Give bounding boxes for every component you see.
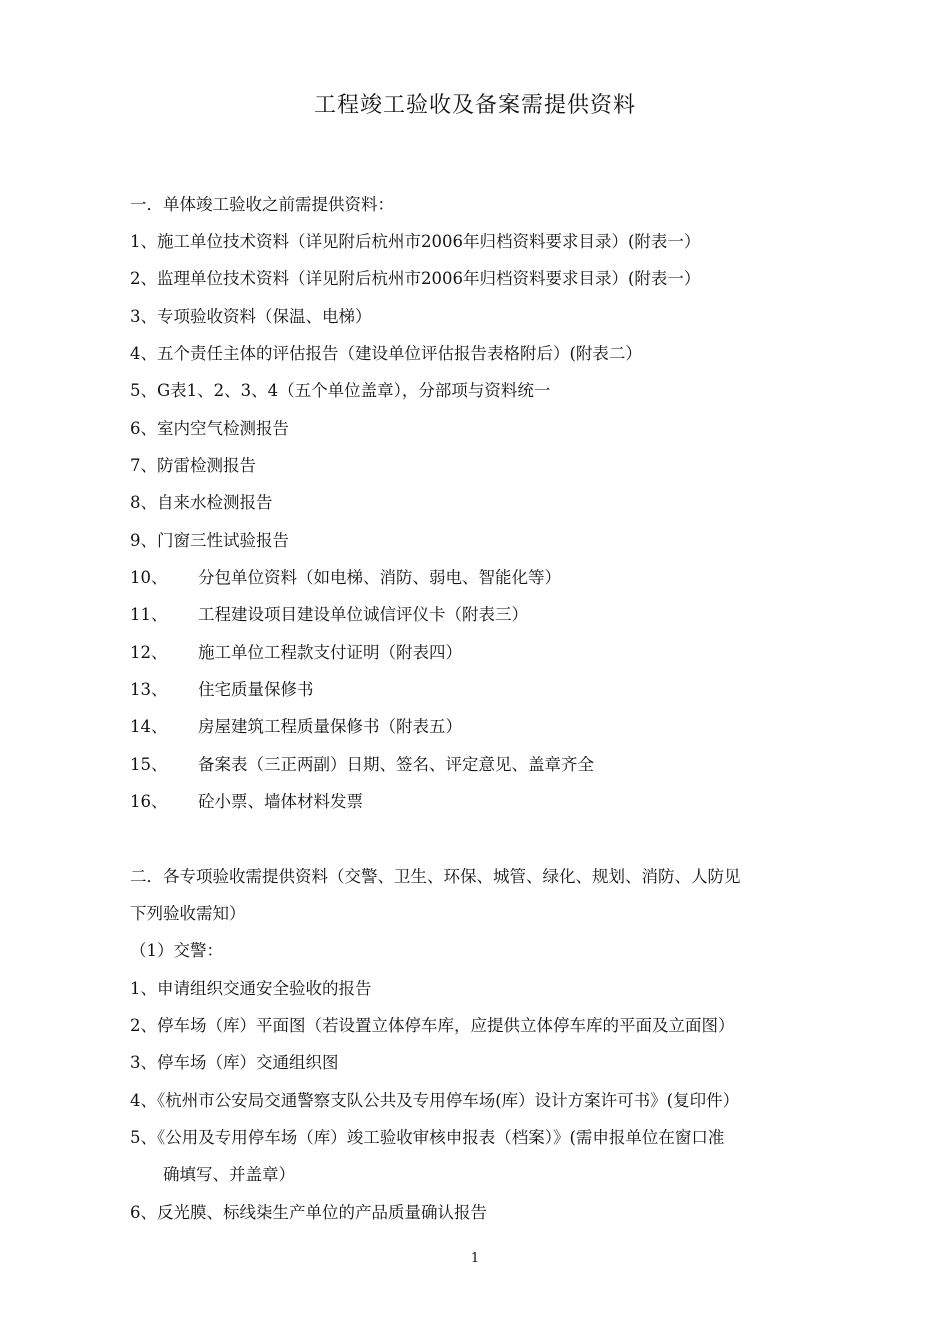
section1-heading: 一．单体竣工验收之前需提供资料： <box>130 195 394 214</box>
list-item: 7、防雷检测报告 <box>130 456 256 475</box>
page-number: 1 <box>470 1251 480 1266</box>
list-item-number: 10、 <box>130 568 168 587</box>
list-item-number: 11、 <box>130 605 168 624</box>
list-item: 8、自来水检测报告 <box>130 493 273 512</box>
list-item <box>130 789 363 815</box>
list-item-text: 分包单位资料（如电梯、消防、弱电、智能化等） <box>198 568 561 587</box>
list-item: 9、门窗三性试验报告 <box>130 531 289 550</box>
section2-subheading: （1）交警： <box>130 941 223 960</box>
list-item <box>130 565 561 591</box>
list-item-number: 12、 <box>130 643 168 662</box>
list-item: 2、停车场（库）平面图（若设置立体停车库，应提供立体停车库的平面及立面图） <box>130 1016 735 1035</box>
list-item-text: 备案表（三正两副）日期、签名、评定意见、盖章齐全 <box>198 755 594 774</box>
list-item <box>130 602 528 628</box>
list-item-cont: 确填写、并盖章） <box>163 1165 295 1184</box>
list-item: 1、申请组织交通安全验收的报告 <box>130 979 372 998</box>
document-title: 工程竣工验收及备案需提供资料 <box>313 93 636 118</box>
list-item: 5、《公用及专用停车场（库）竣工验收审核申报表（档案）》(需申报单位在窗口准 <box>130 1128 725 1147</box>
list-item: 6、室内空气检测报告 <box>130 419 289 438</box>
section2-heading: 二．各专项验收需提供资料（交警、卫生、环保、城管、绿化、规划、消防、人防见 <box>130 867 741 886</box>
list-item <box>130 714 462 740</box>
list-item-text: 施工单位工程款支付证明（附表四） <box>198 643 462 662</box>
list-item-text: 住宅质量保修书 <box>198 680 314 699</box>
list-item-number: 13、 <box>130 680 168 699</box>
list-item-text: 房屋建筑工程质量保修书（附表五） <box>198 717 462 736</box>
list-item: 1、施工单位技术资料（详见附后杭州市2006年归档资料要求目录）(附表一） <box>130 232 701 251</box>
list-item: 3、停车场（库）交通组织图 <box>130 1053 339 1072</box>
list-item-number: 14、 <box>130 717 168 736</box>
list-item: 5、G表1、2、3、4（五个单位盖章），分部项与资料统一 <box>130 381 551 400</box>
list-item <box>130 640 462 666</box>
list-item <box>130 677 314 703</box>
list-item: 2、监理单位技术资料（详见附后杭州市2006年归档资料要求目录）(附表一） <box>130 269 701 288</box>
list-item: 4、《杭州市公安局交通警察支队公共及专用停车场(库）设计方案许可书》(复印件） <box>130 1091 740 1110</box>
list-item: 6、反光膜、标线柒生产单位的产品质量确认报告 <box>130 1203 487 1222</box>
list-item: 4、五个责任主体的评估报告（建设单位评估报告表格附后）(附表二） <box>130 344 642 363</box>
section2-heading-cont: 下列验收需知） <box>130 904 246 923</box>
list-item-text: 砼小票、墙体材料发票 <box>198 792 363 811</box>
list-item <box>130 752 594 778</box>
list-item-text: 工程建设项目建设单位诚信评仪卡（附表三） <box>198 605 528 624</box>
list-item: 3、专项验收资料（保温、电梯） <box>130 307 372 326</box>
list-item-number: 15、 <box>130 755 168 774</box>
list-item-number: 16、 <box>130 792 168 811</box>
